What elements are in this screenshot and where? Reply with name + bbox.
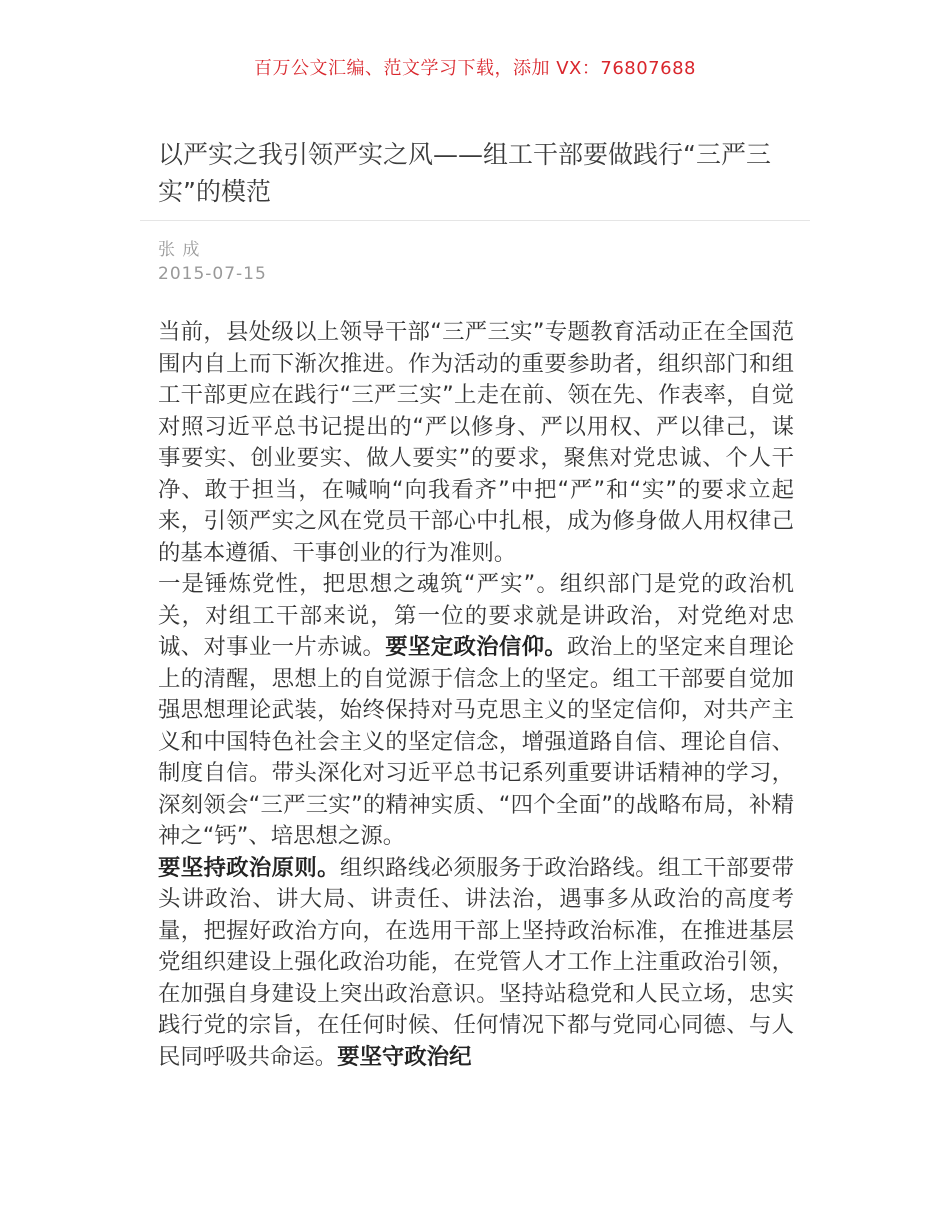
section-1-text-2: 政治上的坚定来自理论上的清醒，思想上的自觉源于信念上的坚定。组工干部要自觉加强思想理论武装，始终保持对马克思主义的坚定信仰，对共产主义和中国特色社会主义的坚定信念，增强道路自信、理论自信、制度自信。带头深化对习近平总书记系列重要讲话精神的学习，深刻领会“三严三实”的精神实质、“四个全面”的战略布局，补精神之“钙”、培思想之源。 bbox=[158, 634, 794, 849]
article-meta bbox=[158, 238, 267, 286]
bold-point-1: 要坚定政治信仰。 bbox=[385, 634, 568, 660]
section-1-text-3: 组织路线必须服务于政治路线。组工干部要带头讲政治、讲大局、讲责任、讲法治，遇事多从政治的高度考量，把握好政治方向，在选用干部上坚持政治标准，在推进基层党组织建设上强化政治功能，在党管人才工作上注重政治引领，在加强自身建设上突出政治意识。坚持站稳党和人民立场，忠实践行党的宗旨，在任何时候、任何情况下都与党同心同德、与人民同呼吸共命运。 bbox=[158, 854, 794, 1070]
download-banner: 百万公文汇编、范文学习下载，添加 VX：76807688 bbox=[254, 58, 696, 79]
article-title: 以严实之我引领严实之风——组工干部要做践行“三严三实”的模范 bbox=[158, 140, 771, 206]
author: 张 成 bbox=[158, 240, 201, 260]
section-1-heading: 一是锤炼党性，把思想之魂筑“严实”。 bbox=[158, 571, 560, 597]
section-1-text-1: 组织部门是党的政治机关，对组工干部来说，第一位的要求就是讲政治，对党绝对忠诚、对事业一片赤诚。 bbox=[158, 571, 794, 660]
publish-date: 2015-07-15 bbox=[158, 264, 267, 284]
section-1-paragraph bbox=[158, 569, 794, 1073]
intro-paragraph: 当前，县处级以上领导干部“三严三实”专题教育活动正在全国范围内自上而下渐次推进。作为活动的重要参助者，组织部门和组工干部更应在践行“三严三实”上走在前、领在先、作表率，自觉对照习近平总书记提出的“严以修身、严以用权、严以律己，谋事要实、创业要实、做人要实”的要求，聚焦对党忠诚、个人干净、敢于担当，在喊响“向我看齐”中把“严”和“实”的要求立起来，引领严实之风在党员干部心中扎根，成为修身做人用权律己的基本遵循、干事创业的行为准则。 bbox=[158, 319, 794, 566]
bold-point-2: 要坚持政治原则。 bbox=[158, 854, 340, 881]
article-body bbox=[158, 317, 794, 1117]
bold-point-3: 要坚守政治纪 bbox=[337, 1043, 472, 1070]
title-divider bbox=[140, 220, 810, 221]
